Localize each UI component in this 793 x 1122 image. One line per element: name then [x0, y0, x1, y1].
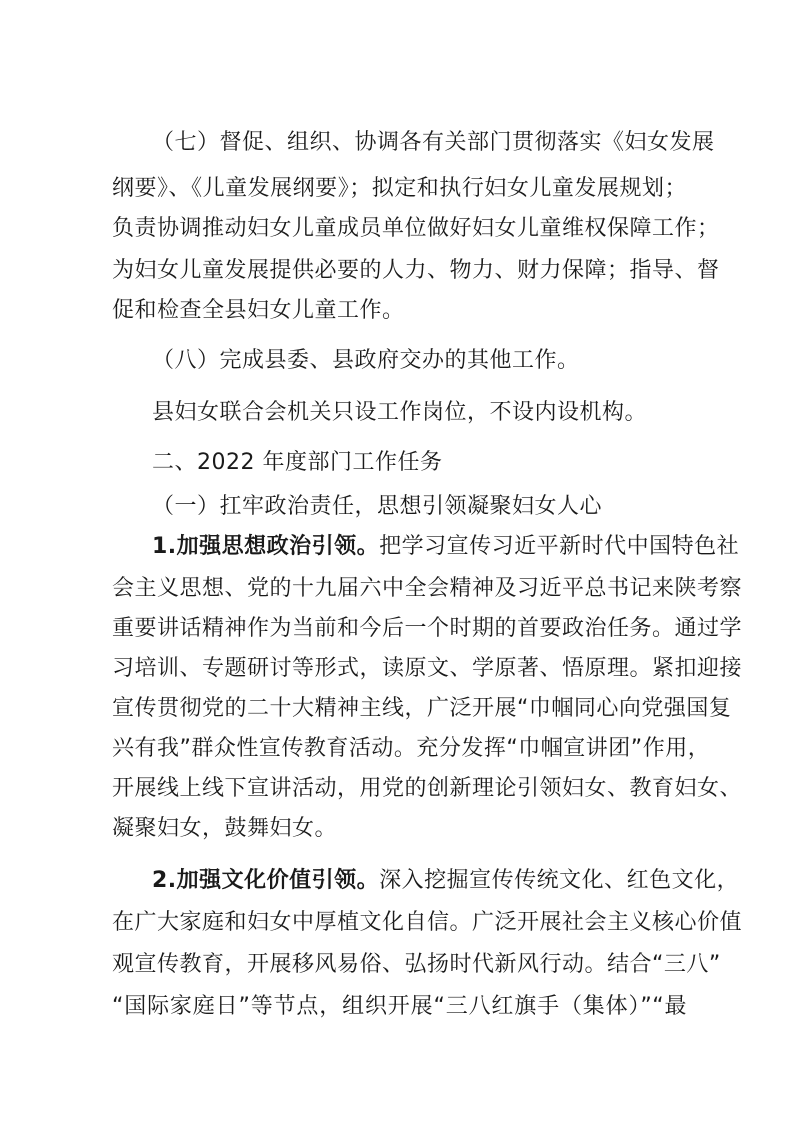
item2-first-rest: 深入挖掘宣传传统文化、红色文化，: [379, 868, 740, 893]
item1-first-line: [152, 532, 740, 562]
item1-first-rest: 把学习宣传习近平新时代中国特色社: [379, 534, 740, 559]
item2-line-2: 观宣传教育，开展移风易俗、弘扬时代新风行动。结合“三八”: [112, 952, 721, 977]
item1-line-3: 习培训、专题研讨等形式，读原文、学原著、悟原理。紧扣迎接: [112, 656, 743, 681]
item2-line-3: “国际家庭日”等节点，组织开展“三八红旗手（集体）”“最: [112, 994, 687, 1019]
item1-line-2: 重要讲话精神作为当前和今后一个时期的首要政治任务。通过学: [112, 616, 743, 641]
section7-line-5: 促和检查全县妇女儿童工作。: [112, 298, 405, 323]
item2-line-1: 在广大家庭和妇女中厚植文化自信。广泛开展社会主义核心价值: [112, 910, 743, 935]
item1-line-5: 兴有我”群众性宣传教育活动。充分发挥“巾帼宣讲团”作用，: [112, 736, 711, 761]
section7-line-1: （七）督促、组织、协调各有关部门贯彻落实《妇女发展: [152, 130, 715, 155]
item1-line-7: 凝聚妇女，鼓舞妇女。: [112, 816, 338, 841]
item1-line-6: 开展线上线下宣讲活动，用党的创新理论引领妇女、教育妇女、: [112, 776, 743, 801]
section7-line-4: 为妇女儿童发展提供必要的人力、物力、财力保障；指导、督: [112, 258, 720, 283]
section7-line-3: 负责协调推动妇女儿童成员单位做好妇女儿童维权保障工作；: [112, 216, 720, 241]
section7-line-2: 纲要》、《儿童发展纲要》；拟定和执行妇女儿童发展规划；: [112, 176, 687, 201]
item2-first-line: [152, 866, 740, 896]
subheading-1: （一）扛牢政治责任，思想引领凝聚妇女人心: [152, 494, 603, 519]
item2-title: 2.加强文化价值引领。: [152, 868, 380, 893]
item1-title: 1.加强思想政治引领。: [152, 534, 380, 559]
section8-text: （八）完成县委、县政府交办的其他工作。: [152, 348, 580, 373]
item1-line-1: 会主义思想、党的十九届六中全会精神及习近平总书记来陕考察: [112, 576, 743, 601]
section-heading-2: 二、2022 年度部门工作任务: [152, 450, 443, 475]
org-note: 县妇女联合会机关只设工作岗位，不设内设机构。: [152, 400, 648, 425]
item1-line-4: 宣传贯彻党的二十大精神主线，广泛开展“巾帼同心向党强国复: [112, 696, 732, 721]
